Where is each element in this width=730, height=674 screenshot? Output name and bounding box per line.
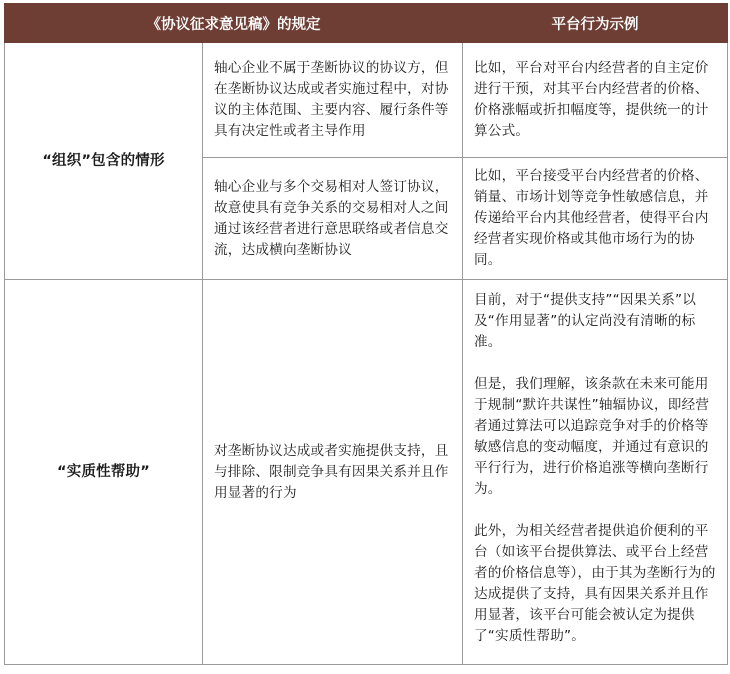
header-row bbox=[5, 4, 728, 43]
header-right: 平台行为示例 bbox=[463, 4, 728, 43]
example-cell bbox=[463, 158, 728, 280]
category-organize: “组织”包含的情形 bbox=[5, 43, 203, 280]
rules-table bbox=[4, 3, 728, 665]
rule-cell: 对垄断协议达成或者实施提供支持，且与排除、限制竞争具有因果关系并且作用显著的行为 bbox=[203, 280, 463, 665]
example-paragraph: 目前，对于“提供支持”“因果关系”以及“作用显著”的认定尚没有清晰的标准。 bbox=[474, 292, 697, 350]
table-row bbox=[5, 43, 728, 158]
rule-cell: 轴心企业与多个交易相对人签订协议，故意使具有竞争关系的交易相对人之间通过该经营者进行意思联络或者信息交流，达成横向垄断协议 bbox=[203, 158, 463, 280]
example-cell bbox=[463, 280, 728, 665]
example-paragraph: 比如，平台接受平台内经营者的价格、销量、市场计划等竞争性敏感信息，并传递给平台内其他经营者，使得平台内经营者实现价格或其他市场行为的协同。 bbox=[474, 168, 709, 268]
example-paragraph: 此外，为相关经营者提供追价便利的平台（如该平台提供算法、或平台上经营者的价格信息等），由于其为垄断行为的达成提供了支持，具有因果关系并且作用显著，该平台可能会被认定为提供了“实质性帮助”。 bbox=[474, 523, 716, 644]
header-left: 《协议征求意见稿》的规定 bbox=[5, 4, 463, 43]
rule-cell: 轴心企业不属于垄断协议的协议方，但在垄断协议达成或者实施过程中，对协议的主体范围、主要内容、履行条件等具有决定性或者主导作用 bbox=[203, 43, 463, 158]
example-cell bbox=[463, 43, 728, 158]
example-paragraph: 但是，我们理解，该条款在未来可能用于规制“默许共谋性”轴辐协议，即经营者通过算法可以追踪竞争对手的价格等敏感信息的变动幅度，并通过有意识的平行行为，进行价格追涨等横向垄断行为。 bbox=[474, 376, 710, 497]
table-row bbox=[5, 280, 728, 665]
example-paragraph: 比如，平台对平台内经营者的自主定价进行干预，对其平台内经营者的价格、价格涨幅或折扣幅度等，提供统一的计算公式。 bbox=[474, 60, 709, 139]
category-substantial-help: “实质性帮助” bbox=[5, 280, 203, 665]
